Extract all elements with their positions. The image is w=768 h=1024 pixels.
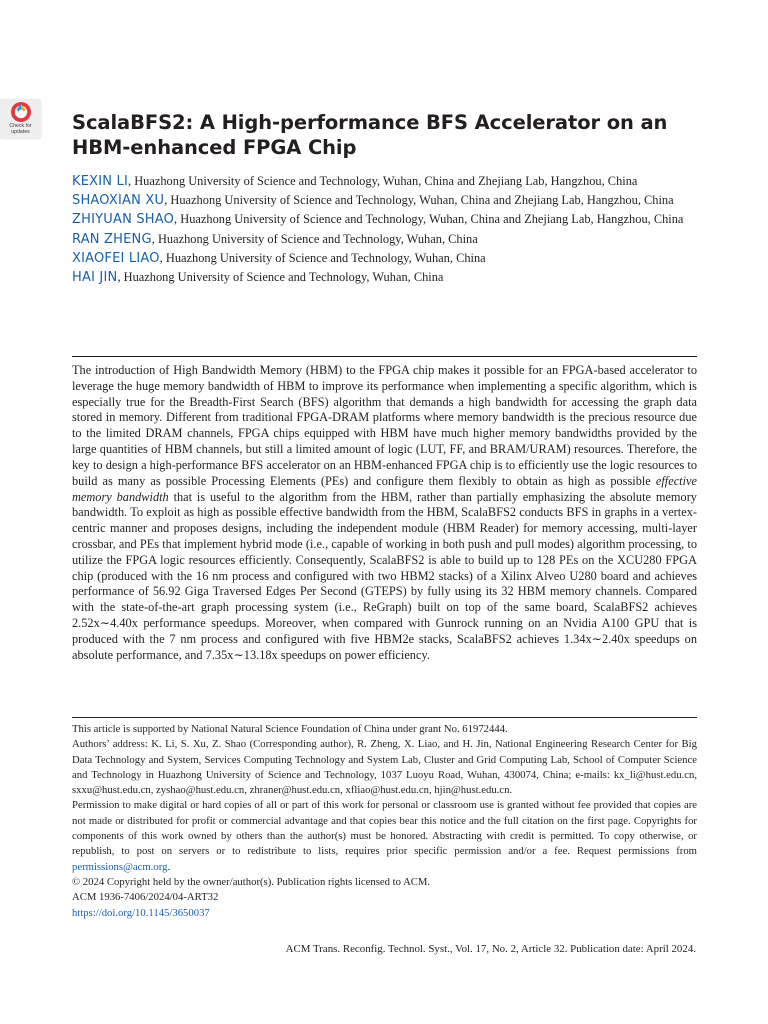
badge-line-1: Check for <box>9 123 32 129</box>
author-affiliation: , Huazhong University of Science and Technology, Wuhan, China and Zhejiang Lab, Hangzhou, China <box>174 212 684 227</box>
permission-end: . <box>167 860 171 873</box>
paper-title: ScalaBFS2: A High-performance BFS Accelerator on an HBM-enhanced FPGA Chip <box>72 111 668 159</box>
abstract-emphasis: effective memory bandwidth <box>72 473 697 504</box>
author-name: RAN ZHENG <box>72 231 152 247</box>
author-name: ZHIYUAN SHAO <box>72 212 175 228</box>
check-for-updates-icon <box>10 101 32 123</box>
author-entry <box>72 230 697 249</box>
abstract-top-rule <box>72 356 697 357</box>
page-footer: ACM Trans. Reconfig. Technol. Syst., Vol. 17, No. 2, Article 32. Publication date: April 2024. <box>285 943 696 955</box>
author-name: KEXIN LI <box>72 174 129 189</box>
check-for-updates-badge[interactable] <box>0 99 41 139</box>
author-entry <box>72 210 697 229</box>
author-entry <box>72 172 697 191</box>
author-affiliation: , Huazhong University of Science and Technology, Wuhan, China <box>159 250 486 265</box>
footnote-rule <box>72 717 697 718</box>
author-entry <box>72 191 697 210</box>
authors-address: Authors’ address: K. Li, S. Xu, Z. Shao (Corresponding author), R. Zheng, X. Liao, and H. Jin, National Engineering Research Center for Big Data Technology and System, Services Computing Technology and System Lab, Cluster and Grid Computing Lab, School of Computer Science and Technology in Huazhong University of Science and Technology, 1037 Luoyu Road, Wuhan, 430074, China; e-mails: kx_li@hust.edu.cn, sxxu@hust.edu.cn, zyshao@hust.edu.cn, zhraner@hust.edu.cn, xfliao@hust.edu.cn, hjin@hust.edu.cn. <box>72 738 697 797</box>
author-affiliation: , Huazhong University of Science and Technology, Wuhan, China and Zhejiang Lab, Hangzhou, China <box>128 174 638 188</box>
author-name: HAI JIN <box>72 270 118 286</box>
badge-line-2: updates <box>11 128 30 135</box>
author-name: XIAOFEI LIAO <box>72 250 160 266</box>
author-entry <box>72 268 697 287</box>
author-list <box>72 172 697 287</box>
abstract-text-part2: that is useful to the algorithm from the HBM, rather than partially emphasizing the absolute memory bandwidth. To exploit as high as possible effective bandwidth from the HBM, ScalaBFS2 conducts BFS in graphs in a vertex-centric manner and proposes designs, including the independent module (HBM Reader) for memory accessing, multi-layer crossbar, and PEs that implement hybrid mode (i.e., capable of working in both push and pull modes) algorithm processing, to utilize the FPGA logic resources efficiently. Consequently, ScalaBFS2 is able to build up to 128 PEs on the XCU280 FPGA chip (produced with the 16 nm process and configured with two HBM2 stacks) of a Xilinx Alveo U280 board and achieves performance of 56.92 Giga Traversed Edges Per Second (GTEPS) by fully using its 32 HBM memory channels. Compared with the state-of-the-art graph processing system (i.e., ReGraph) built on top of the same board, ScalaBFS2 achieves 2.52x∼4.40x performance speedups. Moreover, when compared with Gunrock running on an Nvidia A100 GPU that is produced with the 7 nm process and configured with five HBM2e stacks, ScalaBFS2 achieves 1.34x∼2.40x speedups on absolute performance, and 7.35x∼13.18x speedups on power efficiency. <box>72 489 697 662</box>
funding-note: This article is supported by National Natural Science Foundation of China under grant No. 61972444. <box>72 723 508 735</box>
issn-line: ACM 1936-7406/2024/04-ART32 <box>72 891 219 904</box>
permission-text: Permission to make digital or hard copies of all or part of this work for personal or classroom use is granted without fee provided that copies are not made or distributed for profit or commercial advantage and that copies bear this notice and the full citation on the first page. Copyrights for components of this work owned by others than the author(s) must be honored. Abstracting with credit is permitted. To copy otherwise, or republish, to post on servers or to redistribute to lists, requires prior specific permission and/or a fee. Request permissions from <box>72 799 697 858</box>
author-name: SHAOXIAN XU <box>72 193 165 209</box>
copyright-line: © 2024 Copyright held by the owner/author(s). Publication rights licensed to ACM. <box>72 875 431 888</box>
permissions-email-link[interactable]: permissions@acm.org <box>72 860 168 873</box>
author-affiliation: , Huazhong University of Science and Technology, Wuhan, China <box>117 270 444 285</box>
abstract <box>72 363 697 663</box>
abstract-text-part1: The introduction of High Bandwidth Memory (HBM) to the FPGA chip makes it possible for an FPGA-based accelerator to leverage the huge memory bandwidth of HBM to improve its performance when implementing a specific algorithm, which is especially true for the Breadth-First Search (BFS) algorithm that demands a high bandwidth for accessing the graph data stored in memory. Different from traditional FPGA-DRAM platforms where memory bandwidth is the precious resource due to the limited DRAM channels, FPGA chips equipped with HBM have much higher memory bandwidths provided by the large quantities of HBM channels, but still a limited amount of logic (LUT, FF, and BRAM/URAM) resources. Therefore, the key to design a high-performance BFS accelerator on an HBM-enhanced FPGA chip is to efficiently use the logic resources to build as many as possible Processing Elements (PEs) and configure them flexibly to obtain as high as possible <box>72 363 697 488</box>
author-affiliation: , Huazhong University of Science and Technology, Wuhan, China <box>151 231 478 246</box>
doi-link[interactable]: https://doi.org/10.1145/3650037 <box>72 906 210 919</box>
author-affiliation: , Huazhong University of Science and Technology, Wuhan, China and Zhejiang Lab, Hangzhou, China <box>164 193 674 208</box>
permission-note <box>72 798 697 874</box>
author-entry <box>72 249 697 268</box>
footnotes <box>72 722 697 921</box>
